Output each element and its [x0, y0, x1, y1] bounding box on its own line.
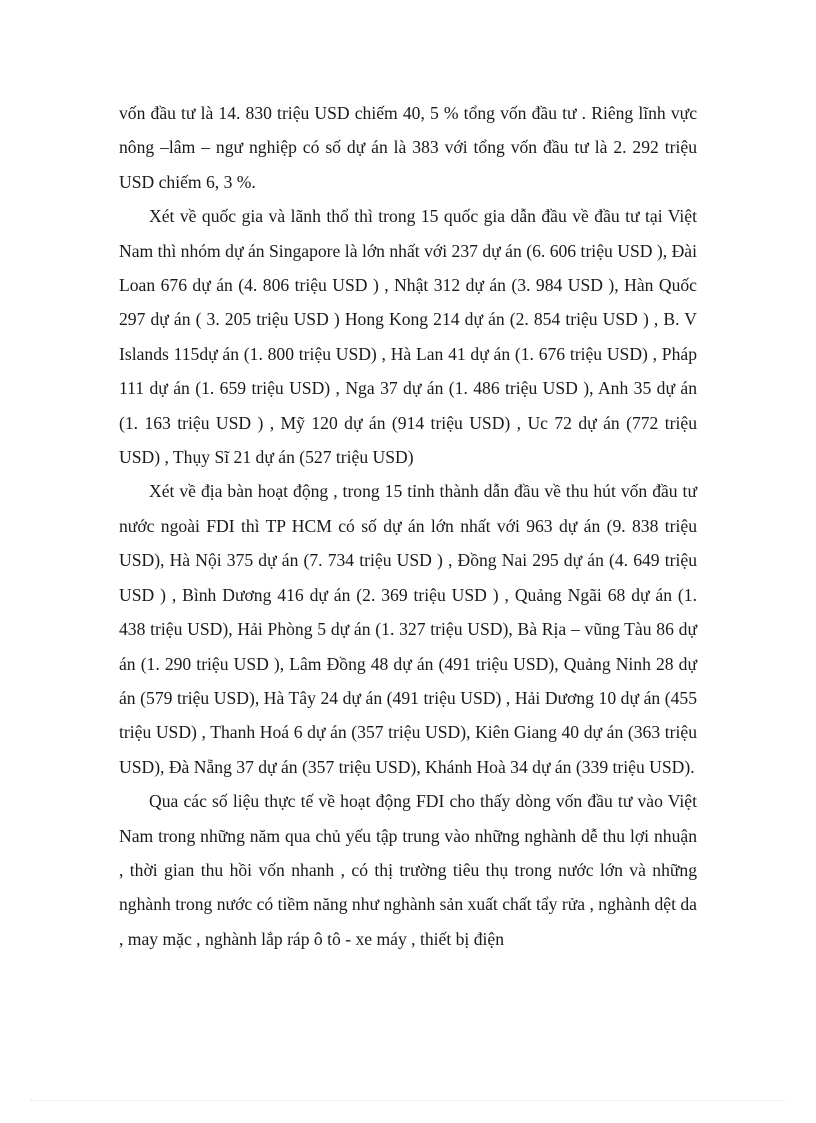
paragraph-investment-by-country: Xét về quốc gia và lãnh thổ thì trong 15 quốc gia dẫn đầu về đầu tư tại Việt Nam thì nhóm dự án Singapore là lớn nhất với 237 dự án (6. 606 triệu USD ), Đài Loan 676 dự án (4. 806 triệu USD ) , Nhật 312 dự án (3. 984 USD ), Hàn Quốc 297 dự án ( 3. 205 triệu USD ) Hong Kong 214 dự án (2. 854 triệu USD ) , B. V Islands 115dự án (1. 800 triệu USD) , Hà Lan 41 dự án (1. 676 triệu USD) , Pháp 111 dự án (1. 659 triệu USD) , Nga 37 dự án (1. 486 triệu USD ), Anh 35 dự án (1. 163 triệu USD ) , Mỹ 120 dự án (914 triệu USD) , Uc 72 dự án (772 triệu USD) , Thụy Sĩ 21 dự án (527 triệu USD): [119, 206, 697, 468]
document-body: [119, 96, 697, 956]
paragraph-investment-by-province: Xét về địa bàn hoạt động , trong 15 tỉnh thành dẫn đầu về thu hút vốn đầu tư nước ngoài FDI thì TP HCM có số dự án lớn nhất với 963 dự án (9. 838 triệu USD), Hà Nội 375 dự án (7. 734 triệu USD ) , Đồng Nai 295 dự án (4. 649 triệu USD ) , Bình Dương 416 dự án (2. 369 triệu USD ) , Quảng Ngãi 68 dự án (1. 438 triệu USD), Hải Phòng 5 dự án (1. 327 triệu USD), Bà Rịa – vũng Tàu 86 dự án (1. 290 triệu USD ), Lâm Đồng 48 dự án (491 triệu USD), Quảng Ninh 28 dự án (579 triệu USD), Hà Tây 24 dự án (491 triệu USD) , Hải Dương 10 dự án (455 triệu USD) , Thanh Hoá 6 dự án (357 triệu USD), Kiên Giang 40 dự án (363 triệu USD), Đà Nẵng 37 dự án (357 triệu USD), Khánh Hoà 34 dự án (339 triệu USD).: [119, 481, 697, 777]
page-bottom-divider: [30, 1100, 786, 1101]
paragraph-investment-sectors-continued: vốn đầu tư là 14. 830 triệu USD chiếm 40, 5 % tổng vốn đầu tư . Riêng lĩnh vực nông –lâm – ngư nghiệp có số dự án là 383 với tổng vốn đầu tư là 2. 292 triệu USD chiếm 6, 3 %.: [119, 103, 697, 192]
paragraph-fdi-conclusion: Qua các số liệu thực tế về hoạt động FDI cho thấy dòng vốn đầu tư vào Việt Nam trong những năm qua chủ yếu tập trung vào những nghành dễ thu lợi nhuận , thời gian thu hồi vốn nhanh , có thị trường tiêu thụ trong nước lớn và những nghành trong nước có tiềm năng như nghành sản xuất chất tẩy rửa , nghành dệt da , may mặc , nghành lắp ráp ô tô - xe máy , thiết bị điện: [119, 791, 697, 949]
